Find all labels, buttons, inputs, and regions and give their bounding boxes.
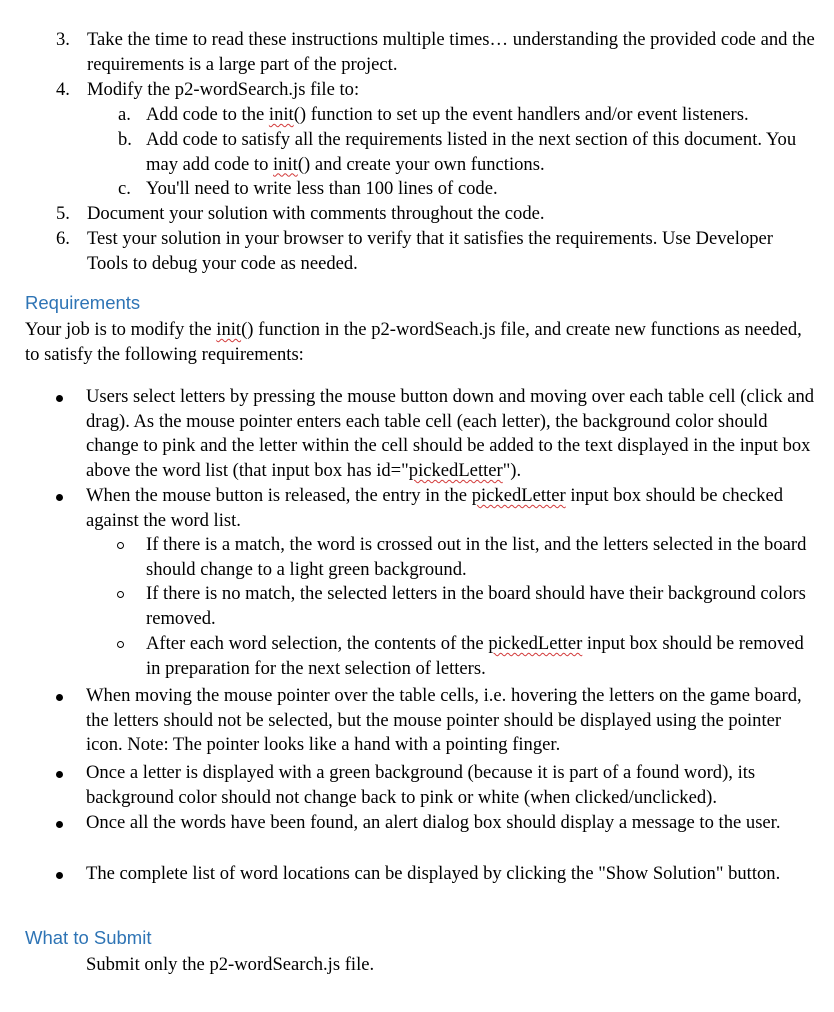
- spellcheck-mark: pickedLetter: [488, 633, 583, 654]
- substep-c: [118, 177, 808, 202]
- bullet-dot: [56, 821, 63, 828]
- substep-text: You'll need to write less than 100 lines of code.: [146, 178, 498, 199]
- substep-a: [118, 103, 808, 128]
- bullet-dot: [56, 694, 63, 701]
- submit-heading: What to Submit: [25, 927, 152, 948]
- bullet-dot: [56, 395, 63, 402]
- sub-bullet-text: If there is a match, the word is crossed out in the list, and the letters selected in the board should change to a light green background.: [146, 534, 807, 580]
- step-number: 4.: [56, 79, 70, 100]
- requirement-bullet: [56, 862, 816, 887]
- substep-text: Add code to the init() function to set up the event handlers and/or event listeners.: [146, 104, 749, 125]
- requirement-sub-bullet: [117, 632, 817, 681]
- bullet-dot: [56, 872, 63, 879]
- substep-b: [118, 128, 808, 177]
- bullet-dot: [56, 494, 63, 501]
- step-5: [56, 202, 816, 227]
- bullet-text: When the mouse button is released, the entry in the pickedLetter input box should be checked against the word list.: [86, 485, 784, 531]
- step-text: Take the time to read these instructions multiple times… understanding the provided code and the requirements is a large part of the project.: [87, 29, 815, 75]
- substep-text: Add code to satisfy all the requirements listed in the next section of this document. You may add code to init() and create your own functions.: [146, 129, 797, 175]
- sub-bullet-text: After each word selection, the contents of the pickedLetter input box should be removed in preparation for the next selection of letters.: [146, 633, 804, 679]
- spellcheck-mark: pickedLetter: [471, 485, 566, 506]
- requirement-bullet: [56, 385, 816, 483]
- bullet-text: The complete list of word locations can be displayed by clicking the "Show Solution" button.: [86, 863, 781, 884]
- circle-bullet-icon: [117, 641, 124, 648]
- step-number: 6.: [56, 228, 70, 249]
- requirement-bullet: [56, 811, 816, 836]
- spellcheck-mark: pickedLetter: [408, 459, 503, 481]
- bullet-text: When moving the mouse pointer over the table cells, i.e. hovering the letters on the game board, the letters should not be selected, but the mouse pointer should be displayed using the pointer icon. Note: The pointer looks like a hand with a pointing finger.: [86, 685, 802, 756]
- spellcheck-mark: init: [216, 319, 242, 340]
- spellcheck-mark: init: [268, 104, 294, 125]
- step-number: 5.: [56, 203, 70, 224]
- step-4: [56, 78, 816, 103]
- sub-bullet-text: If there is no match, the selected letters in the board should have their background colors removed.: [146, 583, 806, 629]
- step-6: [56, 227, 816, 276]
- requirement-bullet: [56, 484, 816, 533]
- requirement-sub-bullet: [117, 533, 817, 582]
- step-text: Test your solution in your browser to verify that it satisfies the requirements. Use Developer Tools to debug your code as needed.: [87, 228, 773, 274]
- requirement-sub-bullet: [117, 582, 817, 631]
- requirement-bullet: [56, 761, 816, 810]
- circle-bullet-icon: [117, 591, 124, 598]
- bullet-text: Once a letter is displayed with a green background (because it is part of a found word), its background color should not change back to pink or white (when clicked/unclicked).: [86, 762, 756, 808]
- requirements-intro: Your job is to modify the init() function in the p2-wordSeach.js file, and create new functions as needed, to satisfy the following requirements:: [25, 319, 802, 365]
- substep-letter: b.: [118, 129, 132, 150]
- circle-bullet-icon: [117, 542, 124, 549]
- requirement-bullet: [56, 684, 816, 758]
- step-text: Document your solution with comments throughout the code.: [87, 203, 545, 224]
- substep-letter: a.: [118, 104, 131, 125]
- submit-text: Submit only the p2-wordSearch.js file.: [86, 954, 375, 975]
- step-text: Modify the p2-wordSearch.js file to:: [87, 79, 360, 100]
- step-number: 3.: [56, 29, 70, 50]
- requirements-heading: Requirements: [25, 292, 141, 313]
- step-3: [56, 28, 816, 77]
- substep-letter: c.: [118, 178, 131, 199]
- bullet-dot: [56, 771, 63, 778]
- spellcheck-mark: init: [273, 153, 298, 175]
- bullet-text: Users select letters by pressing the mouse button down and moving over each table cell (click and drag). As the mouse pointer enters each table cell (each letter), the background color should change to pink and the letter within the cell should be added to the text displayed in the input box above the word list (that input box has id="pickedLetter").: [86, 386, 815, 481]
- bullet-text: Once all the words have been found, an alert dialog box should display a message to the user.: [86, 812, 781, 833]
